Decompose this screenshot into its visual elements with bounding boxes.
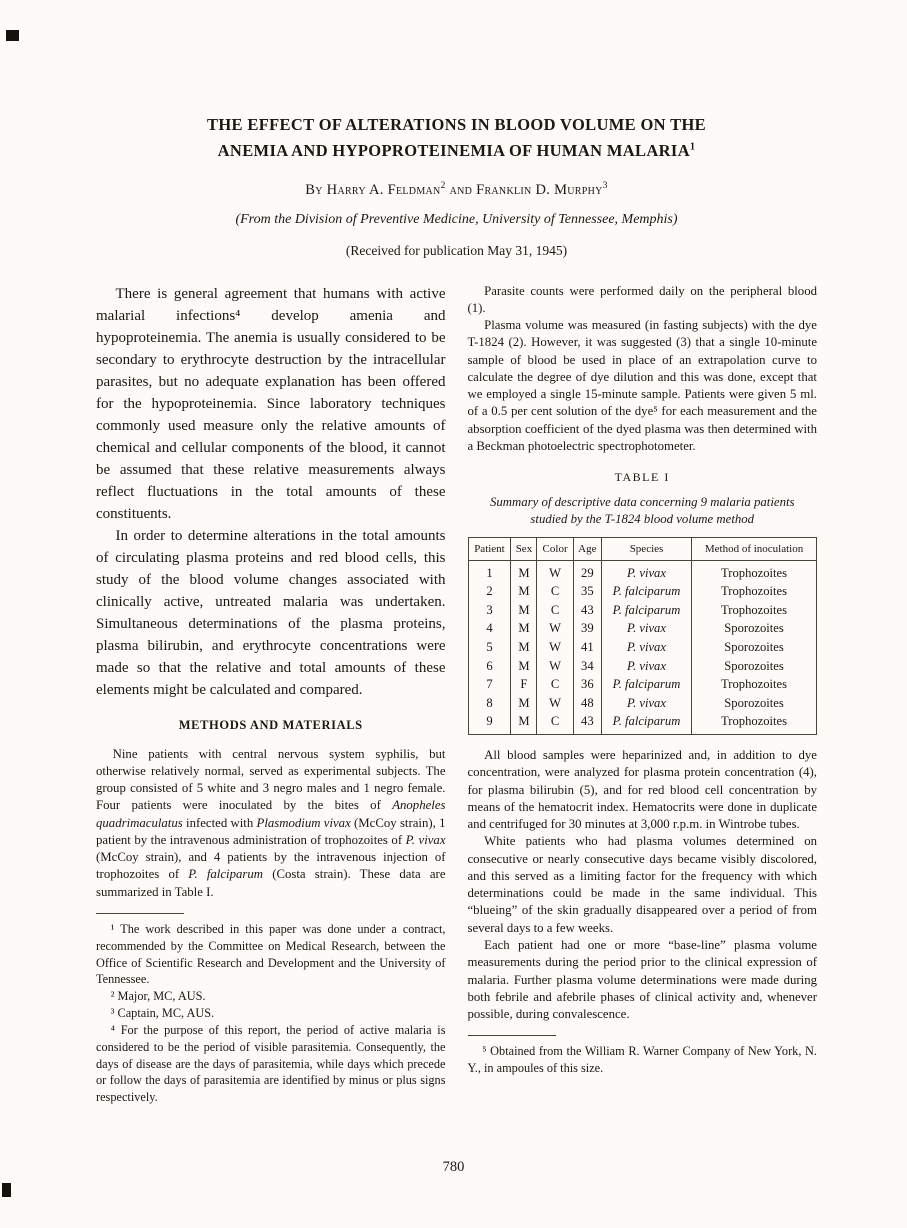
byline-prefix: By <box>305 181 323 198</box>
footnote-ref-2: 2 <box>440 180 446 191</box>
col-header-age: Age <box>573 537 601 560</box>
cell-age: 29 <box>573 560 601 582</box>
cell-method: Trophozoites <box>692 560 817 582</box>
cell-age: 43 <box>573 712 601 734</box>
cell-sex: M <box>511 601 537 620</box>
cell-patient: 4 <box>486 621 493 636</box>
table-row <box>468 675 817 694</box>
cell-age: 35 <box>573 582 601 601</box>
cell-age: 36 <box>573 675 601 694</box>
cell-species: P. vivax <box>601 619 691 638</box>
footnote-5: ⁵ Obtained from the William R. Warner Company of New York, N. Y., in ampoules of this size. <box>467 1044 817 1076</box>
cell-color: C <box>537 712 573 734</box>
title-line-2: ANEMIA AND HYPOPROTEINEMIA OF HUMAN MALARIA <box>217 141 690 161</box>
cell-method: Sporozoites <box>692 619 817 638</box>
cell-species: P. falciparum <box>601 582 691 601</box>
intro-paragraph-2: In order to determine alterations in the total amounts of circulating plasma proteins and red blood cells, this study of the blood volume changes associated with clinically active, untreated malaria was undertaken. Simultaneous determinations of the plasma proteins, plasma bilirubin, and erythrocyte concentrations were made so that the relative and total amounts of these elements might be calculated and compared. <box>96 528 446 699</box>
cell-method: Trophozoites <box>692 601 817 620</box>
footnote-3: ³ Captain, MC, AUS. <box>110 1006 215 1021</box>
cell-species: P. vivax <box>601 638 691 657</box>
cell-species: P. vivax <box>601 694 691 713</box>
page-number: 780 <box>442 1159 465 1175</box>
cell-sex: M <box>511 619 537 638</box>
cell-patient: 9 <box>486 714 493 729</box>
right-column <box>468 283 818 1107</box>
byline <box>96 181 817 199</box>
intro-paragraph-1: There is general agreement that humans with active malarial infections⁴ develop amenia and hypoproteinemia. The anemia is usually considered to be secondary to erythrocyte destruction by the intracellular parasites, but no adequate explanation has been offered for the hypoproteinemia. Since laboratory techniques commonly used measure only the relative amounts of chemical and cellular components of the blood, it cannot be assumed that these relative measurements always reflect fluctuations in the total amounts of these constituents. <box>96 285 446 523</box>
table-1 <box>468 537 818 736</box>
right-paragraph-2: Plasma volume was measured (in fasting subjects) with the dye T-1824 (2). However, it was suggested (3) that a single 10-minute sample of blood be used in place of an extrapolation curve to calculate the degree of dye dilution and this was done, except that we employed a single 15-minute sample. Patients were given 5 ml. of a 0.5 per cent solution of the dye⁵ for each measurement and the absorption coefficient of the dyed plasma was then determined with a Beckman photoelectric spectrophotometer. <box>467 318 817 453</box>
footnote-1: ¹ The work described in this paper was done under a contract, recommended by the Committee on Medical Research, between the Office of Scientific Research and Development and the University of Tennessee. <box>96 921 446 987</box>
cell-color: W <box>537 694 573 713</box>
cell-patient: 1 <box>486 565 493 580</box>
cell-sex: M <box>511 560 537 582</box>
cell-patient: 6 <box>486 658 493 673</box>
table-row <box>468 638 817 657</box>
cell-species: P. vivax <box>601 560 691 582</box>
cell-species: P. falciparum <box>601 712 691 734</box>
cell-method: Sporozoites <box>692 638 817 657</box>
table-row <box>468 560 817 582</box>
table-header-row <box>468 537 817 560</box>
cell-method: Sporozoites <box>692 694 817 713</box>
cell-color: C <box>537 601 573 620</box>
cell-sex: M <box>511 712 537 734</box>
table-row <box>468 657 817 676</box>
cell-color: W <box>537 560 573 582</box>
section-heading-methods: METHODS AND MATERIALS <box>178 717 363 732</box>
col-header-sex: Sex <box>511 537 537 560</box>
table-1-block <box>468 470 818 735</box>
cell-species: P. vivax <box>601 657 691 676</box>
table-row <box>468 601 817 620</box>
cell-age: 39 <box>573 619 601 638</box>
table-row <box>468 619 817 638</box>
cell-color: W <box>537 657 573 676</box>
cell-color: W <box>537 619 573 638</box>
cell-color: C <box>537 582 573 601</box>
cell-sex: F <box>511 675 537 694</box>
cell-species: P. falciparum <box>601 675 691 694</box>
cell-age: 41 <box>573 638 601 657</box>
methods-paragraph: Nine patients with central nervous system syphilis, but otherwise relatively normal, served as experimental subjects. The group consisted of 5 white and 3 negro males and 1 negro female. Four patients were inoculated by the bites of Anopheles quadrimaculatus infected with Plasmodium vivax (McCoy strain), 1 patient by the intravenous administration of trophozoites of P. vivax (McCoy strain), and 4 patients by the intravenous injection of trophozoites of P. falciparum (Costa strain). These data are summarized in Table I. <box>96 746 446 899</box>
affiliation-line: (From the Division of Preventive Medicine, University of Tennessee, Memphis) <box>235 211 678 227</box>
footnote-ref-3: 3 <box>602 180 608 191</box>
table-row <box>468 712 817 734</box>
article-title <box>96 112 817 165</box>
right-paragraph-1: Parasite counts were performed daily on the peripheral blood (1). <box>467 283 817 315</box>
footnote-ref-1: 1 <box>689 141 696 153</box>
left-column <box>96 283 446 1107</box>
col-header-method: Method of inoculation <box>692 537 817 560</box>
two-column-body <box>96 283 817 1107</box>
table-1-caption: Summary of descriptive data concerning 9 malaria patients studied by the T-1824 blood volume method <box>489 495 795 526</box>
cell-age: 48 <box>573 694 601 713</box>
cell-patient: 2 <box>486 584 493 599</box>
scan-artifact <box>6 30 19 41</box>
right-paragraph-3: All blood samples were heparinized and, in addition to dye concentration, were analyzed for plasma protein concentration (4), for plasma bilirubin (5), and for red blood cell concentration by means of the hematocrit index. Hematocrits were done in duplicate and centrifuged for 30 minutes at 3,000 r.p.m. in Wintrobe tubes. <box>467 748 817 832</box>
footnote-divider <box>468 1035 556 1036</box>
right-paragraph-5: Each patient had one or more “base-line” plasma volume measurements during the period prior to the clinical expression of malaria. Further plasma volume determinations were made during both febrile and afebrile phases of clinical activity and, whenever possible, during convalescence. <box>467 938 817 1022</box>
title-line-1: THE EFFECT OF ALTERATIONS IN BLOOD VOLUME ON THE <box>206 115 707 134</box>
cell-sex: M <box>511 582 537 601</box>
cell-patient: 7 <box>486 677 493 692</box>
cell-method: Sporozoites <box>692 657 817 676</box>
table-1-label: TABLE I <box>614 470 670 485</box>
author-2: Franklin D. Murphy <box>476 181 603 198</box>
cell-species: P. falciparum <box>601 601 691 620</box>
footnote-2: ² Major, MC, AUS. <box>110 989 206 1004</box>
cell-patient: 3 <box>486 602 493 617</box>
cell-color: W <box>537 638 573 657</box>
cell-method: Trophozoites <box>692 582 817 601</box>
cell-method: Trophozoites <box>692 712 817 734</box>
right-paragraph-4: White patients who had plasma volumes determined on consecutive or nearly consecutive days became visibly discolored, and this served as a limiting factor for the frequency with which determinations could be made in the same individual. This “blueing” of the skin gradually disappeared over a period of from several days to a few weeks. <box>467 834 817 935</box>
received-line: (Received for publication May 31, 1945) <box>345 242 568 258</box>
col-header-species: Species <box>601 537 691 560</box>
cell-sex: M <box>511 657 537 676</box>
col-header-color: Color <box>537 537 573 560</box>
cell-sex: M <box>511 694 537 713</box>
cell-sex: M <box>511 638 537 657</box>
table-row <box>468 694 817 713</box>
byline-conjunction: and <box>449 181 473 198</box>
cell-color: C <box>537 675 573 694</box>
author-1: Harry A. Feldman <box>326 181 441 198</box>
table-row <box>468 582 817 601</box>
cell-patient: 8 <box>486 695 493 710</box>
cell-method: Trophozoites <box>692 675 817 694</box>
cell-patient: 5 <box>486 640 493 655</box>
scan-artifact <box>2 1183 11 1197</box>
cell-age: 43 <box>573 601 601 620</box>
col-header-patient: Patient <box>468 537 511 560</box>
footnote-divider <box>96 913 184 914</box>
footnote-4: ⁴ For the purpose of this report, the period of active malaria is considered to be the period of visible parasitemia. Consequently, the days of disease are the days of parasitemia, while days which precede or follow the days of parasitemia are identified by minus or plus signs respectively. <box>96 1022 446 1105</box>
cell-age: 34 <box>573 657 601 676</box>
article-header <box>96 112 817 259</box>
